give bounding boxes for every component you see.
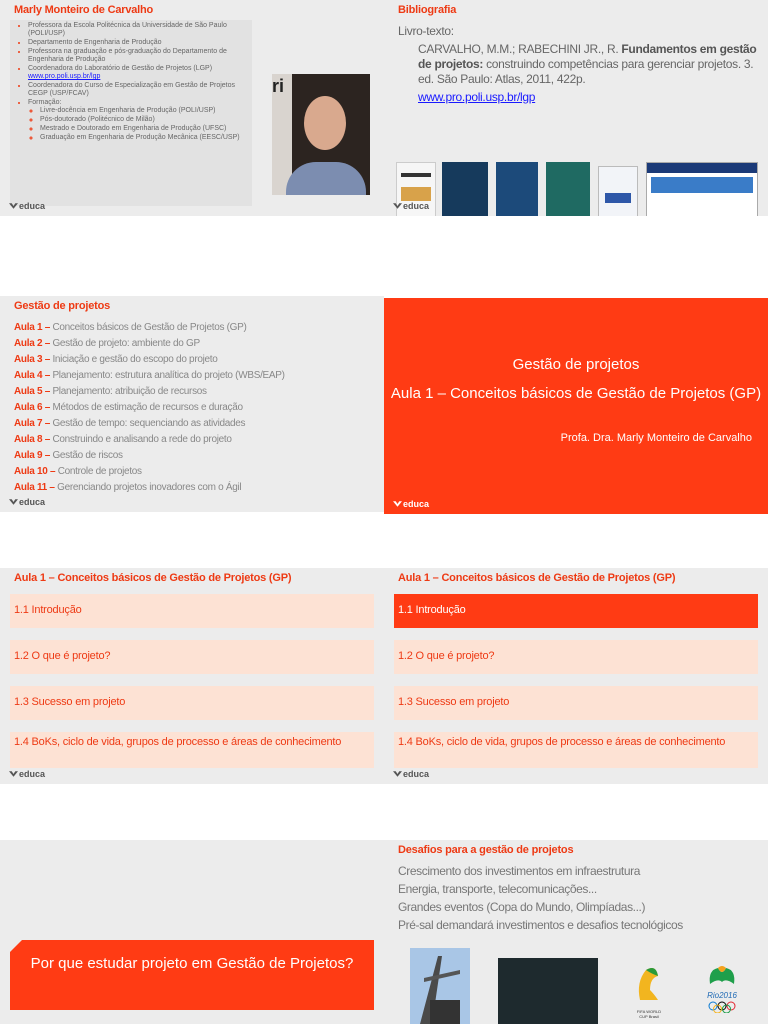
educa-logo-icon — [9, 202, 18, 210]
lesson-item: Aula 6 – Métodos de estimação de recursos e duração — [14, 402, 243, 413]
lesson-item: Aula 2 – Gestão de projeto: ambiente do GP — [14, 338, 200, 349]
slide-title: Aula 1 – Conceitos básicos de Gestão de Projetos (GP) — [398, 572, 676, 584]
slide-cover — [384, 298, 768, 514]
rio2016-logo — [702, 964, 742, 1024]
book-cover — [546, 162, 590, 216]
lesson-item: Aula 8 – Construindo e analisando a rede do projeto — [14, 434, 232, 445]
lesson-item: Aula 3 – Iniciação e gestão do escopo do projeto — [14, 354, 218, 365]
slide-why-study — [0, 840, 384, 1024]
list-item: ◦ Pós-doutorado (Politécnico de Milão) — [40, 116, 252, 124]
website-screenshot — [646, 162, 758, 216]
list-item: • Professora da Escola Politécnica da Universidade de São Paulo (POLI/USP) — [28, 22, 252, 38]
lesson-item: Aula 7 – Gestão de tempo: sequenciando as atividades — [14, 418, 246, 429]
educa-logo: educa — [393, 769, 429, 779]
list-item: Grandes eventos (Copa do Mundo, Olimpíadas...) — [398, 900, 646, 914]
reference: CARVALHO, M.M.; RABECHINI JR., R. Fundamentos em gestão de projetos: construindo competências para gerenciar projetos. 3. ed. São Paulo: Atlas, 2011, 422p. — [418, 42, 757, 86]
topic-box-active: 1.1 Introdução — [394, 594, 758, 628]
book-cover — [442, 162, 488, 216]
lesson-item: Aula 4 – Planejamento: estrutura analítica do projeto (WBS/EAP) — [14, 370, 285, 381]
lesson-item: Aula 9 – Gestão de riscos — [14, 450, 123, 461]
slide-title: Marly Monteiro de Carvalho — [14, 4, 154, 16]
slide-bio — [0, 0, 384, 216]
why-banner: Por que estudar projeto em Gestão de Projetos? — [10, 940, 374, 1010]
topic-box: 1.4 BoKs, ciclo de vida, grupos de processo e áreas de conhecimento — [10, 732, 374, 768]
educa-logo-icon — [393, 770, 402, 778]
slide-title: Bibliografia — [398, 4, 457, 16]
world-cup-logo — [634, 964, 664, 1024]
cover-subtitle: Aula 1 – Conceitos básicos de Gestão de Projetos (GP) — [390, 385, 762, 402]
list-item: ◦ Graduação em Engenharia de Produção Mecânica (EESC/USP) — [40, 134, 252, 142]
list-item: • Departamento de Engenharia de Produção — [28, 39, 252, 47]
list-item: ◦ Livre-docência em Engenharia de Produção (POLI/USP) — [40, 107, 252, 115]
slide-title: Gestão de projetos — [14, 300, 111, 312]
slide-lesson-topics — [0, 568, 384, 784]
list-item: Pré-sal demandará investimentos e desafios tecnológicos — [398, 918, 683, 932]
bio-list — [14, 22, 252, 143]
slide-title: Aula 1 – Conceitos básicos de Gestão de Projetos (GP) — [14, 572, 292, 584]
educa-logo-icon — [393, 202, 402, 210]
lesson-item: Aula 11 – Gerenciando projetos inovadores com o Ágil — [14, 482, 242, 493]
educa-logo-icon — [9, 770, 18, 778]
list-item: • Professora na graduação e pós-graduação do Departamento de Engenharia de Produção — [28, 48, 252, 64]
slide-title: Desafios para a gestão de projetos — [398, 844, 574, 856]
bibliography-text — [398, 24, 758, 105]
rio2016-text: Rio2016 — [707, 991, 737, 1000]
lesson-list — [14, 320, 374, 496]
cover-title: Gestão de projetos — [512, 356, 640, 373]
challenges-list — [398, 862, 758, 934]
portrait-photo — [272, 74, 370, 195]
topic-box: 1.4 BoKs, ciclo de vida, grupos de processo e áreas de conhecimento — [394, 732, 758, 768]
educa-logo-icon — [393, 500, 402, 508]
list-item: • Formação: ◦ Livre-docência em Engenharia de Produção (POLI/USP) ◦ Pós-doutorado (Politécnico de Milão) ◦ Mestrado e Doutorado em Engenharia de Produção (UFSC) ◦ Graduação em Engenharia de Produção Mecânica (EESC/USP) — [28, 99, 252, 142]
lesson-item: Aula 1 – Conceitos básicos de Gestão de Projetos (GP) — [14, 322, 247, 333]
olympic-rings-icon — [707, 1001, 737, 1013]
lesson-item: Aula 10 – Controle de projetos — [14, 466, 142, 477]
educa-logo: educa — [393, 201, 429, 211]
slide-course-outline — [0, 296, 384, 512]
photo-background-lettering: ri — [272, 76, 285, 96]
textbook-label: Livro-texto: — [398, 24, 454, 38]
slide-lesson-topics-active — [384, 568, 768, 784]
educa-logo: educa — [9, 769, 45, 779]
educa-logo-icon — [9, 498, 18, 506]
educa-logo: educa — [9, 201, 45, 211]
cover-author: Profa. Dra. Marly Monteiro de Carvalho — [560, 432, 752, 444]
world-cup-text: FIFA WORLD CUP Brasil — [636, 1009, 662, 1019]
topic-box: 1.3 Sucesso em projeto — [394, 686, 758, 720]
slide-challenges — [384, 840, 768, 1024]
list-item: • Coordenadora do Curso de Especialização em Gestão de Projetos CEGP (USP/FCAV) — [28, 82, 252, 98]
slide-bibliography — [384, 0, 768, 216]
list-item: Energia, transporte, telecomunicações... — [398, 882, 597, 896]
list-item: ◦ Mestrado e Doutorado em Engenharia de Produção (UFSC) — [40, 125, 252, 133]
topic-box: 1.1 Introdução — [10, 594, 374, 628]
topic-box: 1.3 Sucesso em projeto — [10, 686, 374, 720]
satellite-photo — [498, 958, 598, 1024]
lgp-link[interactable]: www.pro.poli.usp.br/lgp — [28, 73, 101, 80]
educa-logo: educa — [9, 497, 45, 507]
topic-box: 1.2 O que é projeto? — [10, 640, 374, 674]
topic-box: 1.2 O que é projeto? — [394, 640, 758, 674]
educa-logo: educa — [393, 499, 429, 509]
book-cover — [496, 162, 538, 216]
lesson-item: Aula 5 – Planejamento: atribuição de recursos — [14, 386, 207, 397]
lgp-link[interactable]: www.pro.poli.usp.br/lgp — [418, 90, 536, 104]
oil-rig-photo — [410, 948, 470, 1024]
book-cover — [598, 166, 638, 216]
list-item: • Coordenadora do Laboratório de Gestão de Projetos (LGP) www.pro.poli.usp.br/lgp — [28, 65, 252, 81]
list-item: Crescimento dos investimentos em infraestrutura — [398, 864, 640, 878]
